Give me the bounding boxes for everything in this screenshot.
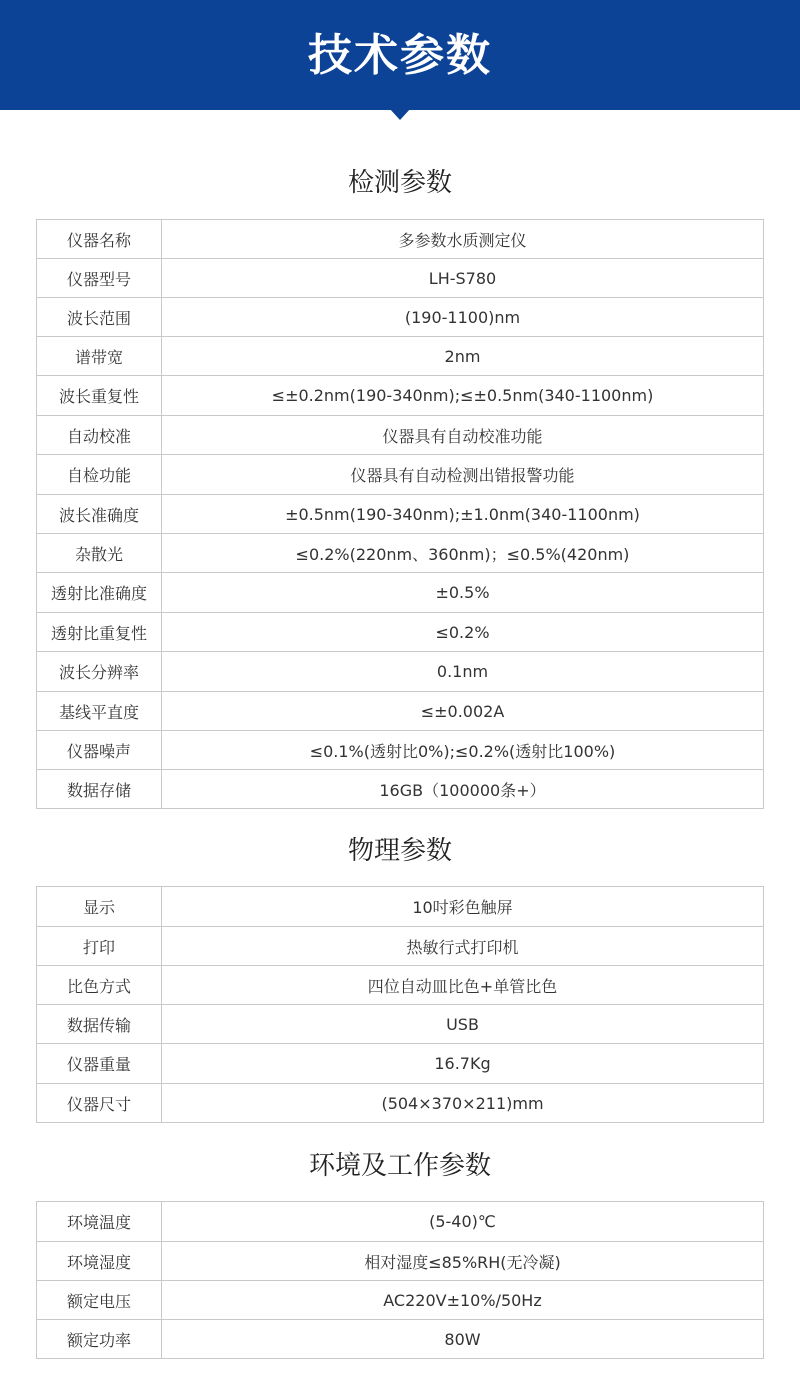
param-value: (190-1100)nm (162, 298, 764, 337)
environment-params-table (36, 1201, 764, 1359)
table-row (37, 573, 764, 613)
param-label: 波长范围 (37, 298, 162, 337)
param-label: 透射比重复性 (37, 613, 162, 652)
table-row (37, 534, 764, 573)
param-value: ±0.5% (162, 573, 764, 613)
param-label: 仪器名称 (37, 220, 162, 259)
header-banner (0, 0, 800, 110)
table-row (37, 1044, 764, 1084)
param-label: 波长准确度 (37, 495, 162, 534)
param-label: 仪器噪声 (37, 731, 162, 770)
detection-params-table (36, 219, 764, 809)
table-row (37, 298, 764, 337)
param-value: 仪器具有自动校准功能 (162, 416, 764, 455)
table-row (37, 1242, 764, 1281)
section-title-environment: 环境及工作参数 (308, 1151, 491, 1181)
param-label: 环境湿度 (37, 1242, 162, 1281)
banner-pointer (389, 108, 411, 120)
param-value: 多参数水质测定仪 (162, 220, 764, 259)
param-label: 比色方式 (37, 966, 162, 1005)
param-value: ≤±0.002A (162, 692, 764, 731)
param-value: USB (162, 1005, 764, 1044)
table-row (37, 220, 764, 259)
param-value: ≤0.2% (162, 613, 764, 652)
param-value: LH-S780 (162, 259, 764, 298)
param-label: 仪器重量 (37, 1044, 162, 1084)
table-row (37, 259, 764, 298)
table-row (37, 731, 764, 770)
table-row (37, 770, 764, 809)
param-label: 波长重复性 (37, 376, 162, 416)
param-value: 相对湿度≤85%RH(无冷凝) (162, 1242, 764, 1281)
param-label: 谱带宽 (37, 337, 162, 376)
page-title: 技术参数 (308, 30, 492, 81)
table-row (37, 495, 764, 534)
param-value: 0.1nm (162, 652, 764, 692)
table-row (37, 1320, 764, 1359)
table-row (37, 455, 764, 495)
param-value: ±0.5nm(190-340nm);±1.0nm(340-1100nm) (162, 495, 764, 534)
param-label: 自动校准 (37, 416, 162, 455)
param-label: 仪器型号 (37, 259, 162, 298)
param-label: 额定电压 (37, 1281, 162, 1320)
table-row (37, 927, 764, 966)
param-value: 热敏行式打印机 (162, 927, 764, 966)
param-value: 2nm (162, 337, 764, 376)
param-label: 透射比准确度 (37, 573, 162, 613)
table-row (37, 1084, 764, 1123)
param-label: 数据传输 (37, 1005, 162, 1044)
section-title-detection: 检测参数 (347, 168, 452, 198)
param-value: (5-40)℃ (162, 1202, 764, 1242)
param-label: 数据存储 (37, 770, 162, 809)
table-row (37, 376, 764, 416)
table-row (37, 966, 764, 1005)
table-row (37, 416, 764, 455)
table-row (37, 652, 764, 692)
param-label: 基线平直度 (37, 692, 162, 731)
table-row (37, 1281, 764, 1320)
param-value: ≤0.1%(透射比0%);≤0.2%(透射比100%) (162, 731, 764, 770)
table-row (37, 613, 764, 652)
param-label: 显示 (37, 887, 162, 927)
table-row (37, 1202, 764, 1242)
table-row (37, 692, 764, 731)
physical-params-table (36, 886, 764, 1123)
param-label: 额定功率 (37, 1320, 162, 1359)
param-value: 四位自动皿比色+单管比色 (162, 966, 764, 1005)
param-value: 80W (162, 1320, 764, 1359)
param-label: 仪器尺寸 (37, 1084, 162, 1123)
param-value: (504×370×211)mm (162, 1084, 764, 1123)
table-row (37, 1005, 764, 1044)
param-label: 波长分辨率 (37, 652, 162, 692)
param-label: 环境温度 (37, 1202, 162, 1242)
param-value: AC220V±10%/50Hz (162, 1281, 764, 1320)
param-value: ≤±0.2nm(190-340nm);≤±0.5nm(340-1100nm) (162, 376, 764, 416)
param-label: 杂散光 (37, 534, 162, 573)
param-value: 16GB（100000条+） (162, 770, 764, 809)
table-row (37, 887, 764, 927)
table-row (37, 337, 764, 376)
param-label: 自检功能 (37, 455, 162, 495)
param-value: 16.7Kg (162, 1044, 764, 1084)
param-value: 10吋彩色触屏 (162, 887, 764, 927)
param-value: 仪器具有自动检测出错报警功能 (162, 455, 764, 495)
section-title-physical: 物理参数 (347, 836, 452, 866)
param-value: ≤0.2%(220nm、360nm)；≤0.5%(420nm) (162, 534, 764, 573)
param-label: 打印 (37, 927, 162, 966)
